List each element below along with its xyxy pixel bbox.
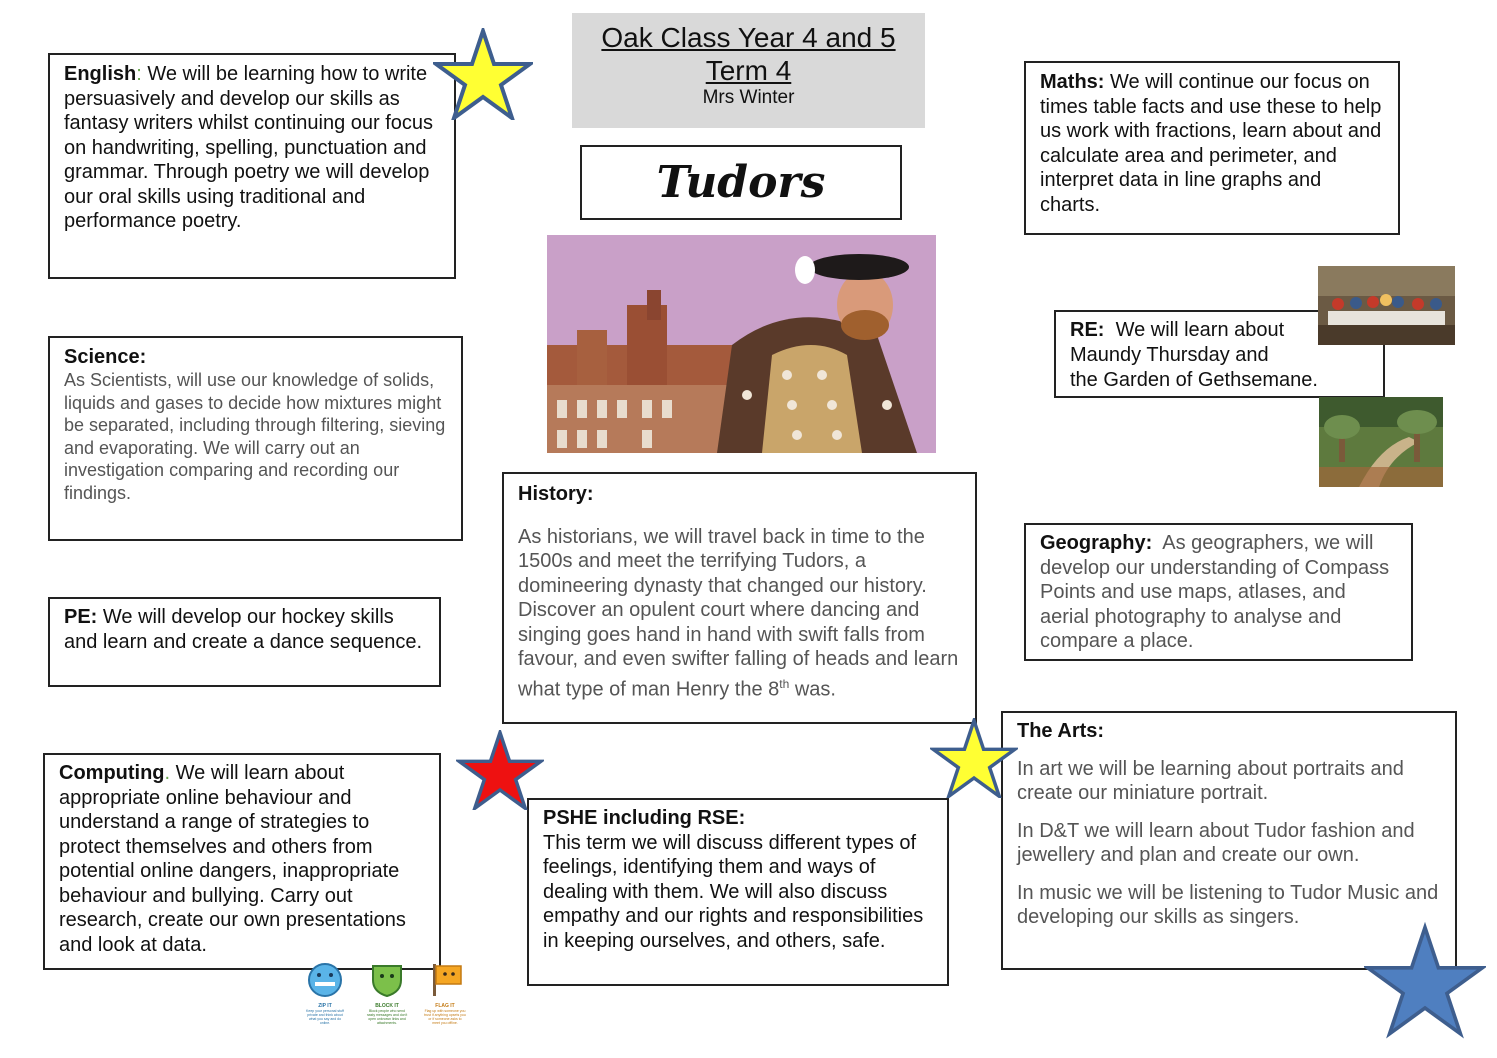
computing-heading: Computing (59, 762, 165, 784)
re-heading: RE: (1070, 319, 1105, 341)
english-heading: English (64, 63, 137, 85)
arts-music-text: In music we will be listening to Tudor Music and developing our skills as singers. (1017, 881, 1439, 928)
topic-title: Tudors (656, 157, 826, 208)
re-line1: We will learn about (1104, 319, 1285, 341)
maths-box (1024, 61, 1400, 235)
class-title: Oak Class Year 4 and 5 (601, 22, 896, 53)
zip-it-tile (304, 962, 346, 1025)
science-heading: Science: (64, 346, 147, 368)
red-star-icon (456, 730, 544, 810)
re-line3: the Garden of Gethsemane. (1070, 369, 1318, 391)
science-text: As Scientists, will use our knowledge of solids, liquids and gases to decide how mixtures might be separated, including through filtering, sieving and evaporating. We will carry out an investigation comparing and recording our findings. (64, 370, 446, 503)
history-heading: History: (518, 483, 594, 505)
history-text: As historians, we will travel back in time to the 1500s and meet the terrifying Tudors, a domineering dynasty that changed our history. Discover an opulent court where dancing and singing goes hand in hand with swift falls from favour, and even swifter falling of heads and learn what type of man Henry the 8 (518, 525, 959, 701)
zip-it-title: ZIP IT (318, 1003, 332, 1009)
teacher-name: Mrs Winter (702, 87, 795, 108)
history-superscript: th (779, 676, 790, 691)
geography-box (1024, 523, 1413, 661)
last-supper-picture (1318, 266, 1455, 345)
maths-text: We will continue our focus on times table facts and use these to help us work with fractions, learn about and calculate area and perimeter, and interpret data in line graphs and charts. (1040, 71, 1382, 216)
science-box (48, 336, 463, 541)
term-title: Term 4 (705, 55, 792, 86)
garden-of-gethsemane-picture (1319, 397, 1443, 487)
pshe-heading: PSHE including RSE: (543, 807, 746, 829)
history-box (502, 472, 977, 724)
zip-it-icon (305, 962, 345, 998)
arts-heading: The Arts: (1017, 720, 1105, 742)
flag-it-title: FLAG IT (435, 1003, 455, 1009)
maths-heading: Maths: (1040, 71, 1105, 93)
re-line2: Maundy Thursday and (1070, 344, 1269, 366)
flag-it-text: Flag up with someone you trust if anything upsets you or if someone asks to meet you offline. (424, 1009, 466, 1025)
english-box (48, 53, 456, 279)
computing-text: We will learn about appropriate online behaviour and understand a range of strategies to protect themselves and others from potential online dangers, inappropriate behaviour and bullying. Carry out research, create our own presentations and look at data. (59, 762, 406, 956)
computing-box (43, 753, 441, 970)
english-text: We will be learning how to write persuasively and develop our skills as fantasy writers whilst continuing our focus on handwriting, spelling, punctuation and grammar. Through poetry we will develop our oral skills using traditional and performance poetry. (64, 63, 434, 232)
arts-dt-text: In D&T we will learn about Tudor fashion and jewellery and plan and create our own. (1017, 819, 1415, 866)
pshe-text: This term we will discuss different types of feelings, identifying them and ways of dealing with them. We will also discuss empathy and our rights and responsibilities in keeping ourselves, and others, safe. (543, 831, 924, 952)
block-it-title: BLOCK IT (375, 1003, 399, 1009)
henry-viii-picture (547, 235, 936, 453)
block-it-tile (366, 962, 408, 1025)
flag-it-tile (424, 962, 466, 1025)
flag-it-icon (425, 962, 465, 998)
pshe-box (527, 798, 949, 986)
pe-heading: PE: (64, 606, 98, 628)
topic-box (580, 145, 902, 220)
block-it-icon (367, 962, 407, 998)
blue-star-icon (1364, 918, 1486, 1042)
history-text-end: was. (789, 678, 836, 701)
yellow-star-small-icon (930, 718, 1018, 798)
english-colon: : (136, 63, 142, 85)
pe-text: We will develop our hockey skills and learn and create a dance sequence. (64, 606, 423, 653)
pe-box (48, 597, 441, 687)
zip-it-text: Keep your personal stuff private and think about what you say and do online. (306, 1009, 344, 1025)
arts-art-text: In art we will be learning about portraits and create our miniature portrait. (1017, 757, 1404, 804)
yellow-star-icon (433, 28, 533, 120)
block-it-text: Block people who send nasty messages and don't open unknown links and attachments. (366, 1009, 408, 1025)
computing-dot: . (164, 762, 171, 784)
geography-heading: Geography: (1040, 532, 1153, 554)
geography-text: As geographers, we will develop our understanding of Compass Points and use maps, atlases, and aerial photography to analyse and compare a place. (1040, 532, 1395, 652)
title-box (572, 13, 925, 128)
